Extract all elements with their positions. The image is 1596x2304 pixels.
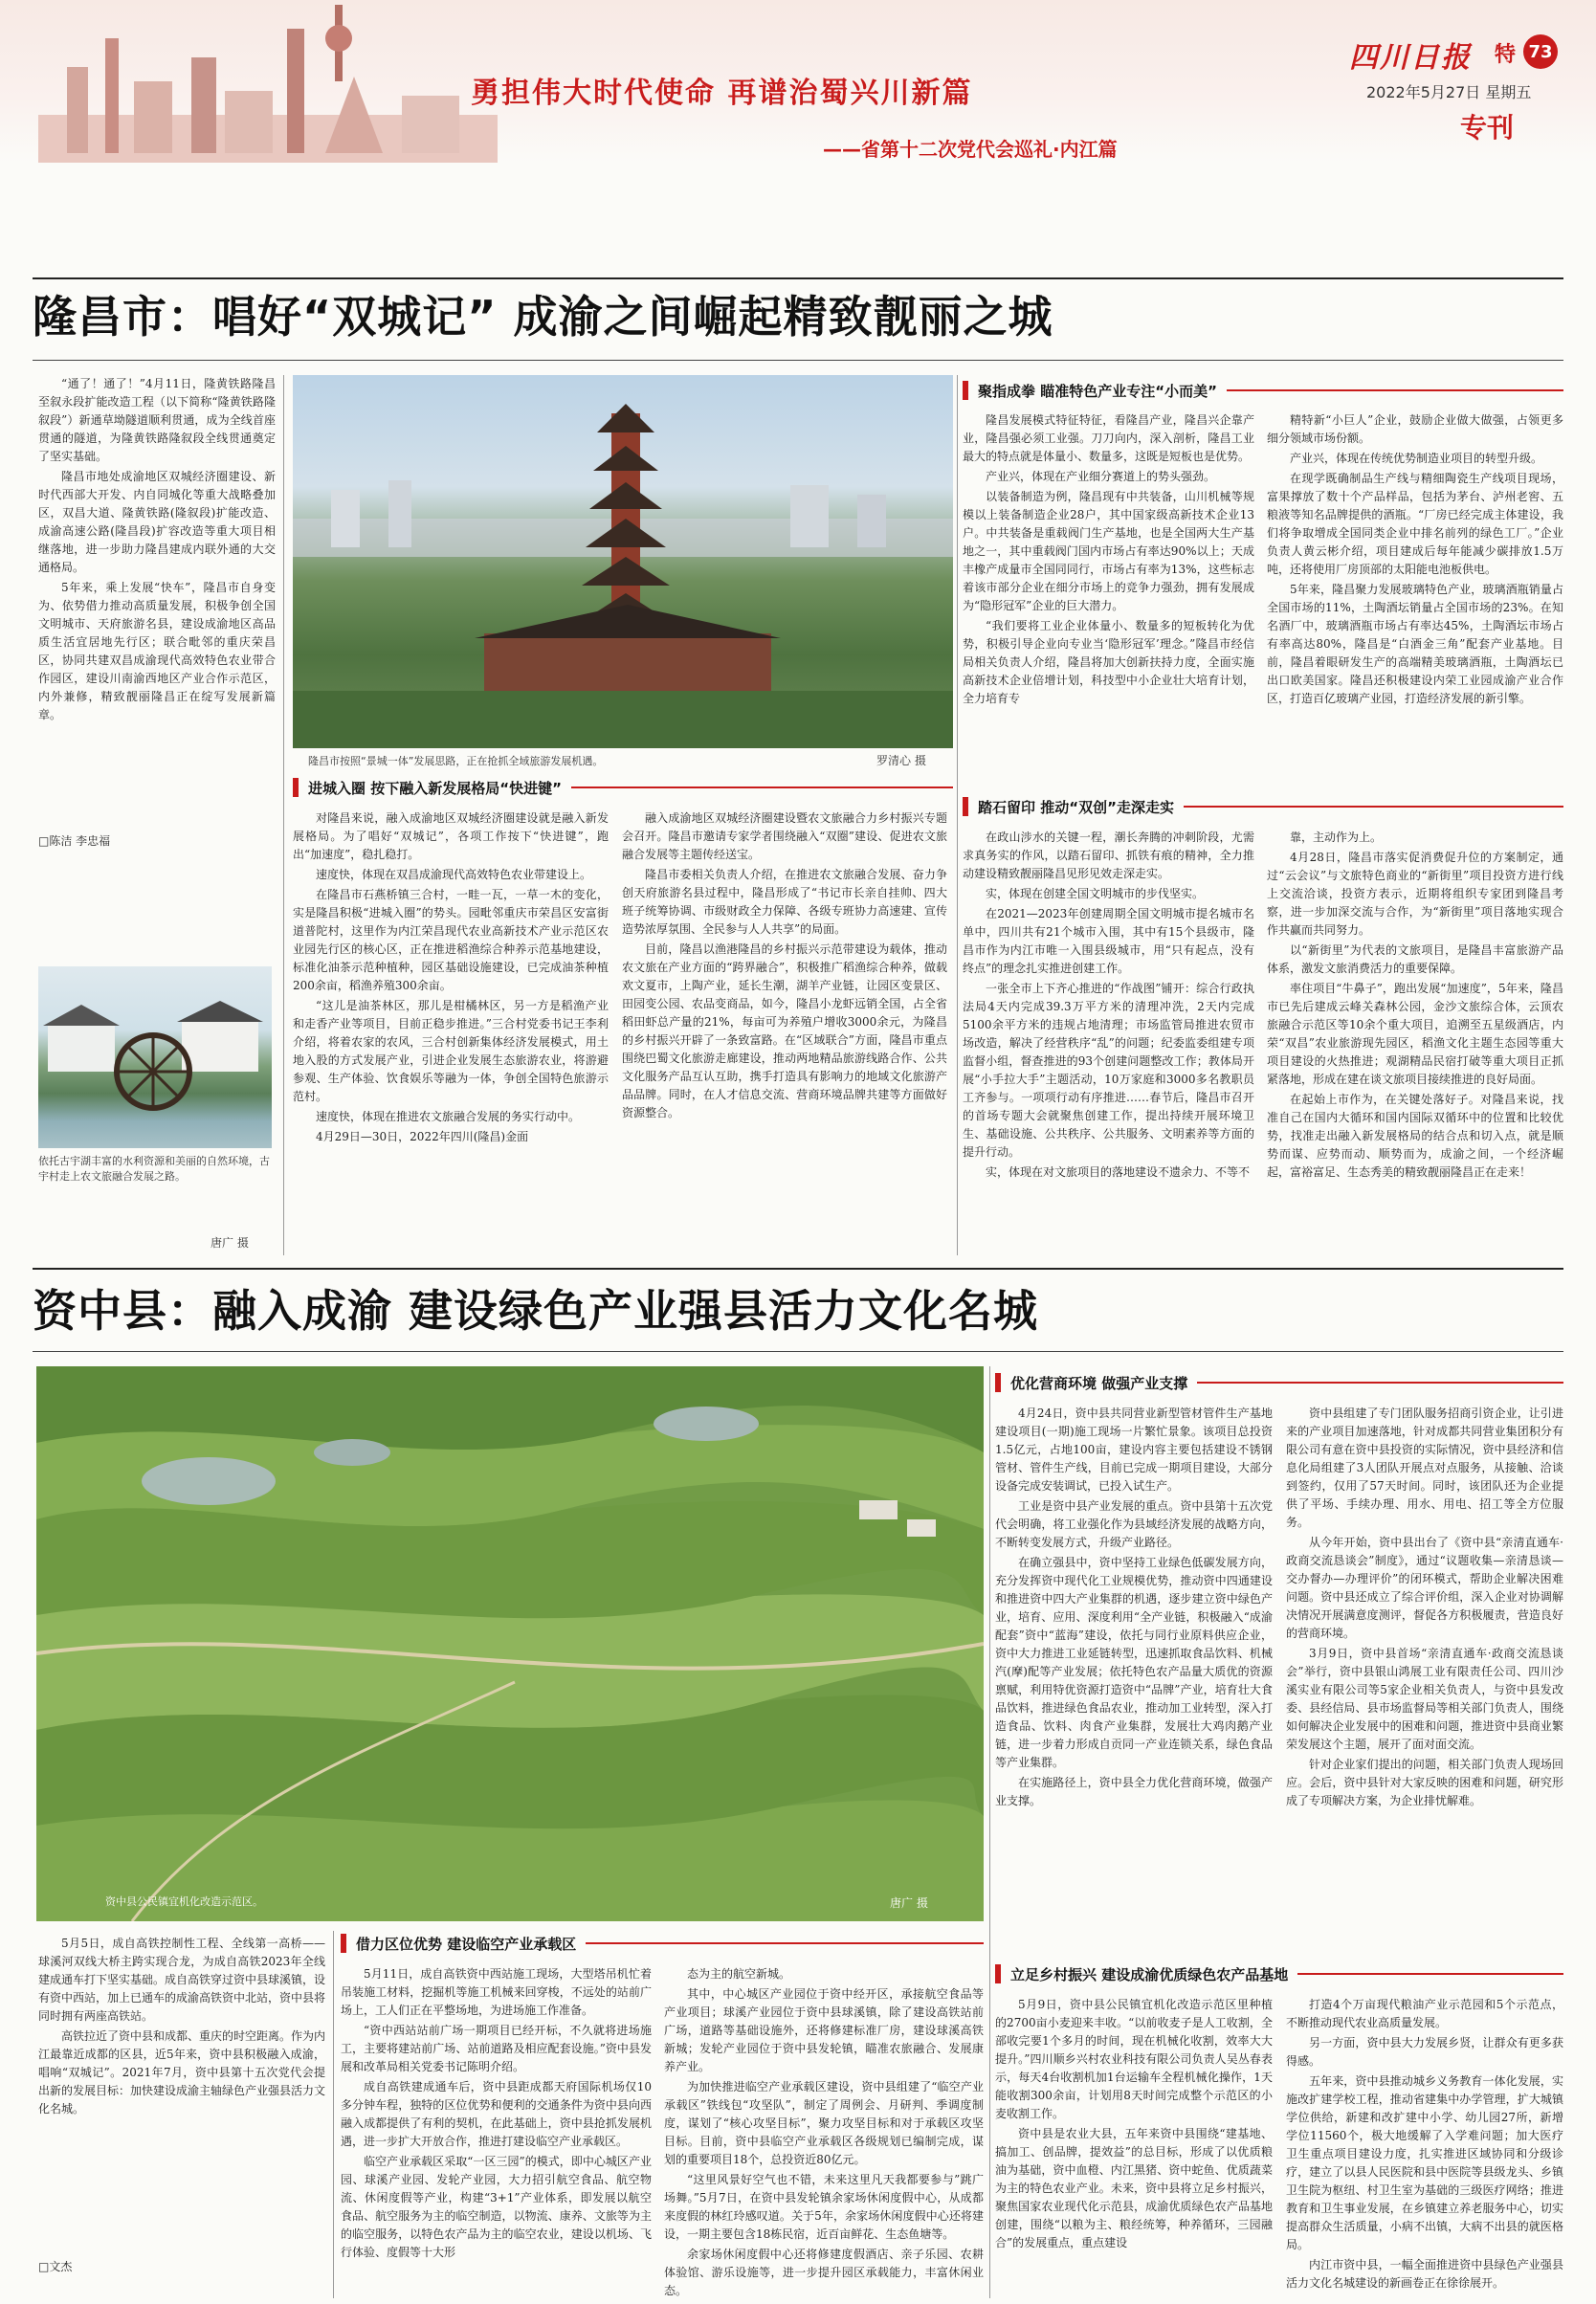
subhead-marker [995, 1373, 1001, 1392]
article1-subhead-2 [963, 378, 1563, 403]
paragraph: 工业是资中县产业发展的重点。资中县第十五次党代会明确，将工业强化作为县域经济发展的战略方向，不断转变发展方式，升级产业路径。 [995, 1499, 1273, 1549]
paragraph: 余家场休闲度假中心还将修建度假酒店、亲子乐园、农耕体验馆、游乐设施等，进一步提升园区承载能力，丰富休闲业态。 [664, 2248, 984, 2297]
article2-sub2-column-a [341, 1965, 652, 2298]
paragraph: 资中县组建了专门团队服务招商引资企业，让引进来的产业项目加速落地，针对成都共同营业集团积分有限公司有意在资中县投资的实际情况，资中县经济和信息化局组建了3人团队开展点对点服务，从接触、洽谈到签约，仅用了57天时间。同时，该团队还为企业提供了平场、手续办理、用水、用电、招工等全方位服务。 [1286, 1407, 1563, 1529]
section-label: 专刊 [1460, 112, 1515, 144]
paragraph: 3月9日，资中县首场“亲清直通车·政商交流恳谈会”举行，资中县银山鸿展工业有限责任公司、四川沙溪实业有限公司等5家企业相关负责人，与资中县发改委、县经信局、县市场监督局等相关部门负责人，围绕如何解决企业发展中的困难和问题，推进资中县商业繁荣发展这个主题，展开了面对面交流。 [1286, 1647, 1563, 1751]
paragraph: 4月29日—30日，2022年四川(隆昌)金面 [316, 1130, 529, 1143]
paragraph: “这儿是油茶林区，那儿是柑橘林区，另一方是稻渔产业和走香产业等项目，目前正稳步推进。”三合村党委书记王李利介绍，将着农家的农风，三合村创新集体经济发展模式，用土地入股的方式发展产业，引进企业发展生态旅游农业，将游避参观、生产体验、饮食娱乐等融为一体，争创全国特色旅游示范村。 [293, 999, 609, 1103]
article2-lead-column [38, 1935, 325, 2250]
article1-photo-pagoda-credit: 罗清心 摄 [876, 754, 926, 767]
paragraph: 实，体现在对文旅项目的落地建设不遗余力、不等不 [986, 1165, 1251, 1179]
paragraph: 在2021—2023年创建周期全国文明城市提名城市名单中，四川共有21个城市入围，其中有15个县级市，隆昌市作为内江市唯一入围县级城市，用“只有起点，没有终点”的理念扎实推进创建工作。 [963, 907, 1254, 975]
paragraph: 五年来，资中县推动城乡义务教育一体化发展，实施改扩建学校工程，推动省建集中办学管理，扩大城镇学位供给，新建和改扩建中小学、幼儿园27所，新增学位11560个，极大地缓解了入学难问题；加大医疗卫生重点项目建设力度，扎实推进区域协同和分级诊疗，建立了以县人民医院和县中医院等县级龙头、乡镇卫生院为枢纽、村卫生室为基础的三级医疗网络；推进教育和卫生事业发展，在乡镇建立养老服务中心，切实提高群众生活质量，小病不出镇，大病不出县的就医格局。 [1286, 2074, 1563, 2251]
article2-byline: □文杰 [38, 2260, 73, 2273]
paragraph: 在实施路径上，资中县全力优化营商环境，做强产业支撑。 [995, 1776, 1273, 1807]
page-number-badge [1523, 34, 1558, 69]
article1-photo-waterwheel-caption: 依托古宇湖丰富的水利资源和美丽的自然环境，古宇村走上农文旅融合发展之路。 [38, 1155, 270, 1183]
paragraph: 靠，主动作为上。 [1290, 831, 1383, 844]
article2-subhead-3 [995, 1961, 1563, 1986]
paragraph: 打造4个万亩现代粮油产业示范园和5个示范点，不断推动现代农业高质量发展。 [1286, 1998, 1563, 2029]
subhead-text: 优化营商环境 做强产业支撑 [1010, 1374, 1188, 1392]
subhead-text: 借力区位优势 建设临空产业承载区 [356, 1935, 577, 1953]
paragraph: 在起始上市作为，在关键处落好子。对隆昌来说，找准自己在国内大循环和国内国际双循环中的位置和比较优势，找准走出融入新发展格局的结合点和切入点，就是顺势而谋、应势而动、顺势而为，成渝之间，一个经济崛起，富裕富足、生态秀美的精致靓丽隆昌正在走来！ [1267, 1093, 1563, 1179]
paragraph: 临空产业承载区采取“一区三园”的模式，即中心城区产业园、球溪产业园、发轮产业园，大力招引航空食品、航空物流、休闲度假等产业，构建“3+1”产业体系，即发展以航空食品、航空服务为主的临空制造，以物流、康养、文旅等为主的临空服务，以特色农产品为主的临空农业，建设以机场、飞行体验、度假等十大形 [341, 2155, 652, 2259]
paragraph: 内江市资中县，一幅全面推进资中县绿色产业强县活力文化名城建设的新画卷正在徐徐展开。 [1286, 2258, 1563, 2290]
paragraph: 目前，隆昌以渔港隆昌的乡村振兴示范带建设为载体，推动农文旅在产业方面的“跨界融合”，积极推广稻渔综合种养，做载欢文夏市，上陶产业，延长生潮，湖羊产业链，让园区变景区、田园变公园、农品变商品，如今，隆昌小龙虾远销全国，占全省稻田虾总产量的21%，每亩可为养殖户增收3000余元，为隆昌的乡村振兴开辟了一条致富路。在“区域联合”方面，隆昌市重点围绕巴蜀文化旅游走廊建设，推动两地精品旅游线路合作、公共文化服务产品互认互助，携手打造具有影响力的地域文化旅游产品品牌。同时，在人才信息交流、营商环境品牌共建等方面做好资源整合。 [622, 942, 947, 1119]
masthead [0, 0, 1596, 163]
paragraph: “这里风景好空气也不错，未来这里凡天我都要参与”跳广场舞。”5月7日，在资中县发轮镇余家场休闲度假中心，从成都来度假的林红玲感叹道。关于5年，余家场休闲度假中心还将建设，一期主要包含18栋民宿，近百亩鲜花、生态鱼塘等。 [664, 2173, 984, 2241]
column-divider [283, 375, 284, 1255]
article1-lead-paragraph: 隆昌市地处成渝地区双城经济圈建设、新时代西部大开发、内自同城化等重大战略叠加区，双昌大道、隆黄铁路(隆叙段)扩能改造、成渝高速公路(隆昌段)扩容改造等重大项目相继落地，进一步助力隆昌建成内联外通的大交通格局。 [38, 470, 276, 574]
article1-sub3-column-b [1267, 829, 1563, 1257]
waterwheel-illustration [38, 966, 272, 1148]
paragraph: 5月9日，资中县公民镇宜机化改造示范区里种植的2700亩小麦迎来丰收。“以前收麦子是人工收割，全部收完要1个多月的时间，现在机械化收割，效率大大提升。”四川顺乡兴村农业科技有限公司负责人吴丛春表示，每天4台收割机加1台运输车全程机械化操作，1天能收割300余亩，计划用8天时间完成整个示范区的小麦收割工作。 [995, 1998, 1273, 2120]
article1-sub2-column-a [963, 411, 1254, 786]
article2-subhead-1 [995, 1370, 1563, 1395]
page-number: 73 [1528, 41, 1553, 62]
paragraph: 在政山涉水的关键一程，潮长奔腾的冲刺阶段，尤需求真务实的作风，以踏石留印、抓铁有痕的精神，全力推动建设精致靓丽隆昌见形见效走深走实。 [963, 831, 1254, 880]
paragraph: 5月11日，成自高铁资中西站施工现场，大型塔吊机忙着吊装施工材料，挖掘机等施工机械来回穿梭，不远处的站前广场上，工人们正在平整场地，为进场施工作准备。 [341, 1967, 652, 2017]
column-divider [957, 375, 958, 1255]
subhead-text: 聚指成拳 瞄准特色产业专注“小而美” [978, 382, 1217, 400]
article1-top-rule [33, 277, 1563, 279]
paragraph: 实，体现在创建全国文明城市的步伐坚实。 [986, 887, 1205, 900]
paragraph: 为加快推进临空产业承载区建设，资中县组建了“临空产业承载区”铁线包“攻坚队”，制定了周例会、月研判、季调度制度，谋划了“核心攻坚目标”，聚力攻坚目标和对于承载区攻坚目标。目前，资中县临空产业承载区各级规划已编制完成，谋划的重要项目18个，总投资近80亿元。 [664, 2080, 984, 2166]
article2-title: 资中县：融入成渝 建设绿色产业强县活力文化名城 [33, 1285, 1039, 1337]
article1-sub2-column-b [1267, 411, 1563, 786]
paragraph: 针对企业家们提出的问题，相关部门负责人现场回应。会后，资中县针对大家反映的困难和问题，研究形成了专项解决方案，为企业排忧解难。 [1286, 1758, 1563, 1807]
article2-photo-farmland [36, 1366, 984, 1921]
paragraph: 对隆昌来说，融入成渝地区双城经济圈建设就是融入新发展格局。为了唱好“双城记”，各项工作按下“快进键”，跑出“加速度”，稳扎稳打。 [293, 811, 609, 861]
subhead-marker [341, 1934, 346, 1953]
paragraph: 态为主的航空新城。 [687, 1967, 791, 1981]
city-skyline-illustration [38, 0, 498, 163]
article1-subhead-3 [963, 794, 1563, 819]
paragraph: 其中，中心城区产业园位于资中经开区，承接航空食品等产业项目；球溪产业园位于资中县球溪镇，除了建设高铁站前广场，道路等基础设施外，还将修建标准厂房，建设球溪高铁新城；发轮产业园位于资中县发轮镇，瞄准农旅融合、发展康养产业。 [664, 1987, 984, 2073]
paragraph: 精特新“小巨人”企业，鼓励企业做大做强，占领更多细分领域市场份额。 [1267, 413, 1563, 445]
article1-subhead-1 [293, 775, 953, 800]
paragraph: 融入成渝地区双城经济圈建设暨农文旅融合力乡村振兴专题会召开。隆昌市邀请专家学者围绕融入“双圈”建设、促进农文旅融合发展等主题传经送宝。 [622, 811, 947, 861]
subhead-line [1297, 1973, 1563, 1975]
paper-name-logo: 四川日报 [1349, 41, 1472, 75]
paragraph: 成自高铁建成通车后，资中县距成都天府国际机场仅10多分钟车程，独特的区位优势和便利的交通条件为资中县向西融入成都提供了有利的契机，在此基础上，资中县抢抓发展机遇，进一步扩大开放合作，推进打建设临空产业承载区。 [341, 2080, 652, 2148]
article2-lead-paragraph: 高铁拉近了资中县和成都、重庆的时空距离。作为内江最靠近成都的区县，近5年来，资中县积极融入成渝，唱响“双城记”。2021年7月，资中县第十五次党代会提出新的发展目标：加快建设成渝主轴绿色产业强县活力文化名城。 [38, 2029, 325, 2116]
article2-photo-farmland-caption: 资中县公民镇宜机化改造示范区。 [105, 1895, 263, 1908]
paragraph: 在隆昌市石燕桥镇三合村，一畦一瓦，一草一木的变化，实是隆昌积极“进城入圈”的势头。园毗邻重庆市荣昌区安富街道普陀村，这里作为内江荣昌现代农业高新技术产业示范区农业园先行区的核心区，正在推进稻渔综合种养示范基地建设，标准化油茶示范种植种，园区基础设施建设，已完成油茶种植200余亩，稻渔养殖300余亩。 [293, 888, 609, 992]
article1-photo-pagoda-caption: 隆昌市按照“景城一体”发展思路，正在抢抓全域旅游发展机遇。 [308, 755, 604, 767]
subhead-marker [963, 381, 968, 400]
article1-photo-waterwheel-credit: 唐广 摄 [211, 1236, 249, 1250]
subhead-marker [963, 797, 968, 816]
article1-title-underline [33, 360, 1563, 361]
article2-sub3-column-b [1286, 1996, 1563, 2298]
pagoda-illustration [293, 375, 953, 748]
paragraph: 资中县是农业大县，五年来资中县围绕“建基地、搞加工、创品牌，提效益”的总目标，形成了以优质粮油为基础，资中血橙、内江黑猪、资中蛇鱼、优质蔬菜为主的特色农业产业。未来，资中县将立足乡村振兴，聚焦国家农业现代化示范县，成渝优质绿色农产品基地创建，围绕“以粮为主、粮经统筹，种养循环，三园融合”的发展重点，重点建设 [995, 2127, 1273, 2249]
subhead-line [571, 786, 953, 788]
article2-sub1-column-a [995, 1405, 1273, 1912]
paragraph: 率住项目“牛鼻子”，跑出发展“加速度”，5年来，隆昌市已先后建成云峰关森林公园，金沙文旅综合体，云顶农旅融合示范区等10余个重大项目，追溯至五星级酒店，内荣“双昌”农业旅游现先园区，稻渔文化主题生态园等重大项目建设的火热推进；观湖精品民宿打破等重大项目正抓紧落地，形成在建在谈文旅项目接续推进的良好局面。 [1267, 982, 1563, 1086]
subhead-text: 进城入圈 按下融入新发展格局“快进键” [308, 779, 562, 797]
paragraph: 4月24日，资中县共同营业新型管材管件生产基地建设项目(一期)施工现场一片繁忙景象。该项目总投资1.5亿元，占地100亩，建设内容主要包括建设不锈钢管材、管件生产线，目前已完成一期项目建设，大部分设备完成安装调试，已投入试生产。 [995, 1407, 1273, 1493]
masthead-slogan-sub: ——省第十二次党代会巡礼·内江篇 [823, 138, 1118, 161]
paragraph: 在确立强县中，资中坚持工业绿色低碳发展方向，充分发挥资中现代化工业规模优势，推动资中四通建设和推进资中四大产业集群的机遇，逐步建立资中绿色产业，培育、应用、深度利用“全产业链，积极融入“成渝配套”资中“蓝海”建设，依托与同行业原料供应企业，资中大力推进工业延链转型，迅速抓取食品饮料、机械汽(摩)配等产业发展；依托特色农产品量大质优的资源禀赋，利用特优资源打造资中“品牌”产业，培育壮大食品饮料，推进绿色食品农业，推动加工业转型，深入打造食品、饮料、肉食产业集群，发展壮大鸡肉鹅产业链，进一步着力形成自贡同一产业连锁关系，绿色食品等产业集群。 [995, 1556, 1273, 1769]
paragraph: 以“新街里”为代表的文旅项目，是隆昌丰富旅游产品体系，激发文旅消费活力的重要保障。 [1267, 943, 1563, 975]
issue-date: 2022年5月27日 星期五 [1366, 83, 1532, 101]
paragraph: 从今年开始，资中县出台了《资中县“亲清直通车·政商交流恳谈会”制度》，通过“议题收集—亲清恳谈—交办督办—办理评价”的闭环模式，帮助企业解决困难问题。资中县还成立了综合评价组，深入企业对协调解决情况开展满意度测评，督促各方积极履责，营造良好的营商环境。 [1286, 1536, 1563, 1640]
paragraph: 4月28日，隆昌市落实促消费促升位的方案制定，通过“云会议”与文旅特色商业的“新街里”项目投资方进行线上交流洽谈，投资方表示，近期将组织专家团到隆昌考察，进一步加深交流与合作，为“新街里”项目落地实现合作共赢而共同努力。 [1267, 851, 1563, 937]
paragraph: 产业兴，体现在传统优势制造业项目的转型升级。 [1290, 452, 1543, 465]
paragraph: 以装备制造为例，隆昌现有中共装备，山川机械等规模以上装备制造企业28户，其中国家级高新技术企业13户。中共装备是重载阀门生产基地，也是全国两大生产基地之一，其中重载阀门国内市场占有率达90%以上；天成丰橡产成量市全国同同行，市场占有率为13%，这些标志着该市部分企业在细分市场上的竞争力强劲，拥有发展成为“隐形冠军”企业的巨大潜力。 [963, 490, 1254, 612]
article1-title: 隆昌市：唱好“双城记” 成渝之间崛起精致靓丽之城 [33, 291, 1053, 343]
article2-lead-paragraph: 5月5日，成自高铁控制性工程、全线第一高桥——球溪河双线大桥主跨实现合龙，为成自高铁2023年全线建成通车打下坚实基础。成自高铁穿过资中县球溪镇，设有资中西站，加上已通车的成渝高铁资中北站，资中县将同时拥有两座高铁站。 [38, 1937, 325, 2023]
article2-subhead-2 [341, 1931, 984, 1956]
article2-sub2-column-b [664, 1965, 984, 2298]
article1-photo-waterwheel [38, 966, 272, 1148]
paragraph: “我们要将工业企业体量小、数量多的短板转化为优势，积极引导企业向专业当‘隐形冠军’理念。”隆昌市经信局相关负责人介绍，隆昌将加大创新扶持力度，全面实施高新技术企业倍增计划，科技型中小企业壮大培育计划，全力培育专 [963, 619, 1254, 705]
subhead-text: 踏石留印 推动“双创”走深走实 [978, 798, 1174, 816]
paragraph: 一张全市上下齐心推进的“作战图”铺开：综合行政执法局4天内完成39.3万平方米的清理冲洗，2天内完成5100余平方米的违规占地清理；市场监管局推进农贸市场改造，解决了经营秩序“乱”的问题；纪委监委组建专项监督小组，督查推进的93个创建问题整改工作；教体局开展“小手拉大手”主题活动，10万家庭和3000多名教职员工齐参与。一项项行动有序推进……春节后，隆昌市召开的首场专题大会就聚焦创建工作，提出持续开展环境卫生、基础设施、公共秩序、公共服务、文明素养等方面的提升行动。 [963, 982, 1254, 1159]
paragraph: 隆昌发展模式特征特征，看隆昌产业，隆昌兴企靠产业，隆昌强必须工业强。刀刀向内，深入剖析，隆昌工业最大的特点就是体量小、数量多，这既是短板也是优势。 [963, 413, 1254, 463]
subhead-line [1197, 1382, 1563, 1384]
article1-sub1-column-a [293, 809, 609, 1257]
article2-title-underline [33, 1351, 1563, 1352]
article2-sub1-column-b [1286, 1405, 1563, 1912]
paragraph: 速度快，体现在推进农文旅融合发展的务实行动中。 [316, 1110, 581, 1123]
paragraph: 另一方面，资中县大力发展乡贤，让群众有更多获得感。 [1286, 2036, 1563, 2068]
paragraph: 产业兴，体现在产业细分赛道上的势头强劲。 [986, 470, 1216, 483]
paragraph: 5年来，隆昌聚力发展玻璃特色产业，玻璃酒瓶销量占全国市场的11%，土陶酒坛销量占全国市场的23%。在知名酒厂中，玻璃酒瓶市场占有率达45%，土陶酒坛市场占有率高达80%，隆昌是“白酒金三角”配套产业基地。目前，隆昌着眼研发生产的高端精美玻璃酒瓶，土陶酒坛已出口欧美国家。隆昌还积极建设内荣工业园成渝产业合作区，打造百亿玻璃产业园，打造经济发展的新引擎。 [1267, 583, 1563, 705]
article1-lead-paragraph: 5年来，乘上发展“快车”，隆昌市自身变为、依势借力推动高质量发展，积极争创全国文明城市、天府旅游名县，建设成渝地区高品质生活宜居地先行区；联合毗邻的重庆荣昌区，协同共建双昌成渝现代高效特色农业带合作园区，建设川南渝西地区产业合作示范区，内外兼修，精致靓丽隆昌正在绽写发展新篇章。 [38, 581, 276, 721]
subhead-marker [293, 778, 299, 797]
paragraph: 在现学既确制品生产线与精细陶瓷生产线项目现场，富果撑放了数十个产品样品，包括为茅台、泸州老窖、五粮液等知名品牌提供的酒瓶。“厂房已经完成主体建设，我们将争取增成全国同类企业中排名前列的绿色工厂。”企业负责人黄云彬介绍，项目建成后每年能减少碳排放1.5万吨，还将使用厂房顶部的太阳能电池板供电。 [1267, 472, 1563, 576]
paragraph: “资中西站站前广场一期项目已经开标，不久就将进场施工，主要将建站前广场、站前道路及相应配套设施。”资中县发展和改革局相关党委书记陈明介绍。 [341, 2024, 652, 2073]
article1-sub1-column-b [622, 809, 947, 1257]
subhead-text: 立足乡村振兴 建设成渝优质绿色农产品基地 [1010, 1965, 1289, 1983]
paragraph: 速度快，体现在双昌成渝现代高效特色农业带建设上。 [316, 868, 592, 881]
special-label: 特 [1495, 43, 1517, 67]
subhead-line [1227, 389, 1563, 391]
article1-lead-column [38, 375, 276, 825]
terraced-fields-illustration [36, 1366, 984, 1921]
column-divider [989, 1366, 990, 2298]
article1-lead-paragraph: “通了！通了！”4月11日，隆黄铁路隆昌至叙永段扩能改造工程（以下简称“隆黄铁路隆叙段”）新通草坳隧道顺利贯通，成为全线首座贯通的隧道，为隆黄铁路隆叙段全线贯通奠定了坚实基础。 [38, 377, 276, 463]
article1-photo-pagoda [293, 375, 953, 748]
masthead-slogan-main: 勇担伟大时代使命 再谱治蜀兴川新篇 [471, 77, 973, 110]
article1-byline: □陈洁 李忠福 [38, 834, 111, 848]
article2-top-rule [33, 1268, 1563, 1270]
article2-sub3-column-a [995, 1996, 1273, 2298]
article1-sub3-column-a [963, 829, 1254, 1257]
article2-photo-farmland-credit: 唐广 摄 [890, 1896, 928, 1910]
subhead-line [1184, 806, 1563, 808]
column-divider [333, 1931, 334, 2298]
paragraph: 隆昌市委相关负责人介绍，在推进农文旅融合发展、奋力争创天府旅游名县过程中，隆昌形成了“书记市长亲自挂帅、四大班子统筹协调、市级财政全力保障、各级专班协力高速建、宣传造势浓厚氛围、全民参与人人共享”的局面。 [622, 868, 947, 936]
subhead-marker [995, 1964, 1001, 1983]
subhead-line [586, 1942, 984, 1944]
